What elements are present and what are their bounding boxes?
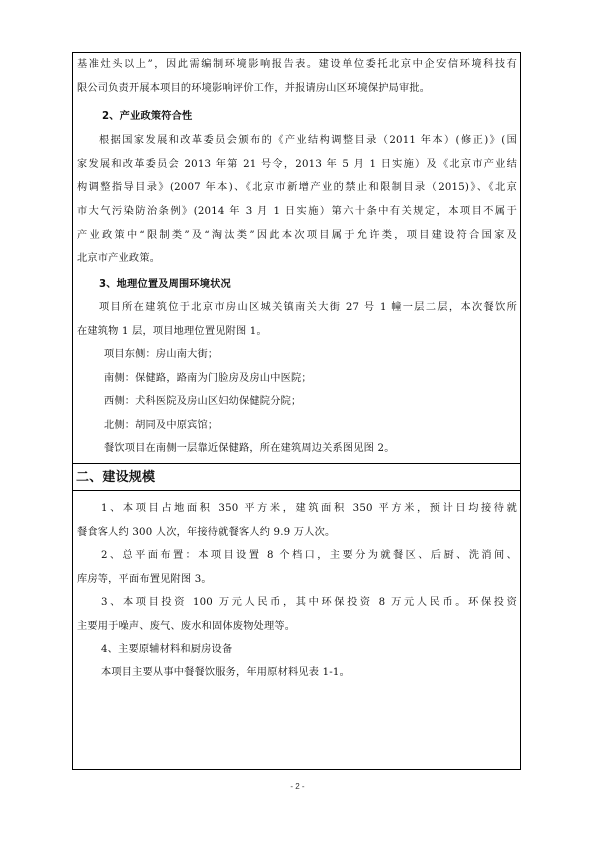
text-line: 库房等，平面布置见附图 3。	[77, 574, 212, 585]
section-divider	[73, 490, 520, 491]
text-line: 3、本项目投资 100 万元人民币，其中环保投资 8 万元人民币。环保投资	[101, 597, 517, 608]
text-line: 项目所在建筑位于北京市房山区城关镇南关大街 27 号 1 幢一层二层，本次餐饮所	[99, 302, 517, 313]
section-heading: 3、地理位置及周围环境状况	[99, 279, 231, 290]
section-title: 二、建设规模	[76, 470, 156, 485]
text-line: 南侧：保健路，路南为门脸房及房山中医院；	[104, 373, 312, 384]
text-line: 项目东侧：房山南大街；	[104, 349, 219, 360]
page-number: - 2 -	[290, 782, 305, 791]
content-frame	[72, 52, 521, 770]
text-line: 北京市产业政策。	[77, 253, 161, 264]
section-divider	[73, 463, 520, 464]
text-line: 市大气污染防治条例》(2014 年 3 月 1 日实施）第六十条中有关规定，本项目不属于	[77, 206, 517, 217]
text-line: 家发展和改革委员会 2013 年第 21 号令，2013 年 5 月 1 日实施）及《北京市产业结	[77, 159, 517, 170]
text-line: 4、主要原辅材料和厨房设备	[101, 644, 233, 655]
text-line: 构调整指导目录》(2007 年本)、《北京市新增产业的禁止和限制目录（2015)》、《北京	[77, 182, 517, 193]
section-heading: 2、产业政策符合性	[102, 111, 193, 122]
text-line: 餐食客人约 300 人次，年接待就餐客人约 9.9 万人次。	[77, 527, 336, 538]
text-line: 主要用于噪声、废气、废水和固体废物处理等。	[77, 621, 296, 632]
text-line: 基准灶头以上”，因此需编制环境影响报告表。建设单位委托北京中企安信环境科技有	[77, 59, 517, 70]
text-line: 在建筑物 1 层，项目地理位置见附图 1。	[77, 326, 267, 337]
text-line: 1、本项目占地面积 350 平方米，建筑面积 350 平方米，预计日均接待就	[101, 503, 517, 514]
text-line: 根据国家发展和改革委员会颁布的《产业结构调整目录（2011 年本）(修正)》(国	[99, 135, 517, 146]
text-line: 本项目主要从事中餐餐饮服务，年用原材料见表 1-1。	[101, 667, 350, 678]
text-line: 餐饮项目在南侧一层靠近保健路，所在建筑周边关系图见图 2。	[104, 443, 395, 454]
text-line: 北侧：胡同及中原宾馆；	[104, 420, 219, 431]
text-line: 限公司负责开展本项目的环境影响评价工作，并报请房山区环境保护局审批。	[77, 83, 431, 94]
text-line: 西侧：犬科医院及房山区妇幼保健院分院；	[104, 396, 302, 407]
text-line: 产业政策中“限制类”及“淘汰类”因此本次项目属于允许类，项目建设符合国家及	[77, 230, 517, 241]
text-line: 2、总平面布置：本项目设置 8 个档口，主要分为就餐区、后厨、洗消间、	[101, 550, 517, 561]
